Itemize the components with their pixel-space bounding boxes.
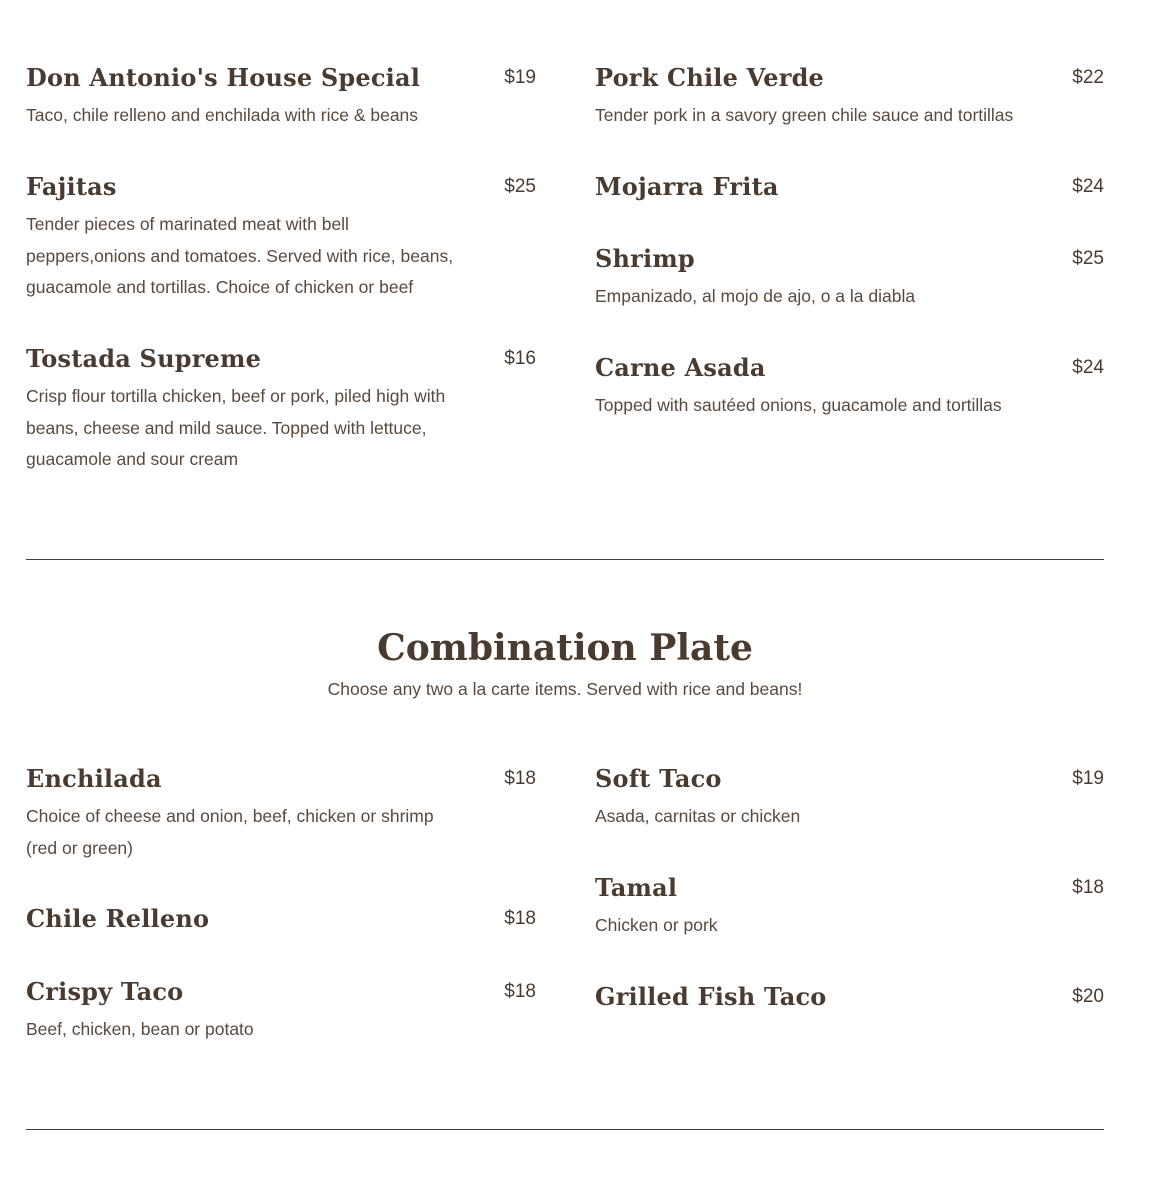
item-description: Empanizado, al mojo de ajo, o a la diabla <box>595 286 916 306</box>
item-price: $22 <box>1072 67 1104 88</box>
item-name: Carne Asada <box>595 353 766 382</box>
item-price: $25 <box>1072 248 1104 269</box>
item-description: Topped with sautéed onions, guacamole and tortillas <box>595 395 1002 415</box>
item-name: Shrimp <box>595 244 695 273</box>
item-name: Chile Relleno <box>26 904 210 933</box>
top-menu-section <box>26 64 1104 484</box>
item-description: Asada, carnitas or chicken <box>595 806 801 826</box>
item-description: Chicken or pork <box>595 915 718 935</box>
item-description: Choice of cheese and onion, beef, chicken or shrimp (red or green) <box>26 806 434 858</box>
item-description: Beef, chicken, bean or potato <box>26 1019 254 1039</box>
item-price: $18 <box>504 908 536 929</box>
item-name: Soft Taco <box>595 764 722 793</box>
item-description: Crisp flour tortilla chicken, beef or pork, piled high with beans, cheese and mild sauce. Topped with lettuce, guacamole and sour cream <box>26 386 446 469</box>
section-divider <box>26 559 1104 560</box>
item-name: Tostada Supreme <box>26 344 262 373</box>
item-price: $18 <box>504 981 536 1002</box>
item-price: $16 <box>504 348 536 369</box>
item-price: $24 <box>1072 176 1104 197</box>
item-name: Tamal <box>595 873 678 902</box>
item-description: Taco, chile relleno and enchilada with rice & beans <box>26 105 419 125</box>
item-price: $18 <box>1072 877 1104 898</box>
item-name: Pork Chile Verde <box>595 63 825 92</box>
item-price: $25 <box>504 176 536 197</box>
item-price: $18 <box>504 768 536 789</box>
item-price: $20 <box>1072 986 1104 1007</box>
combination-menu-section <box>26 765 1104 1065</box>
item-name: Enchilada <box>26 764 162 793</box>
item-price: $19 <box>504 67 536 88</box>
item-name: Grilled Fish Taco <box>595 982 827 1011</box>
item-price: $24 <box>1072 357 1104 378</box>
item-description: Tender pieces of marinated meat with bell peppers,onions and tomatoes. Served with rice, beans, guacamole and tortillas. Choice of chicken or beef <box>26 214 454 297</box>
section-title: Combination Plate <box>377 627 753 669</box>
section-subtitle: Choose any two a la carte items. Served with rice and beans! <box>327 679 803 699</box>
item-name: Fajitas <box>26 172 117 201</box>
item-description: Tender pork in a savory green chile sauce and tortillas <box>595 105 1014 125</box>
item-name: Mojarra Frita <box>595 172 779 201</box>
item-name: Crispy Taco <box>26 977 184 1006</box>
section-divider <box>26 1129 1104 1130</box>
item-price: $19 <box>1072 768 1104 789</box>
item-name: Don Antonio's House Special <box>26 63 421 92</box>
